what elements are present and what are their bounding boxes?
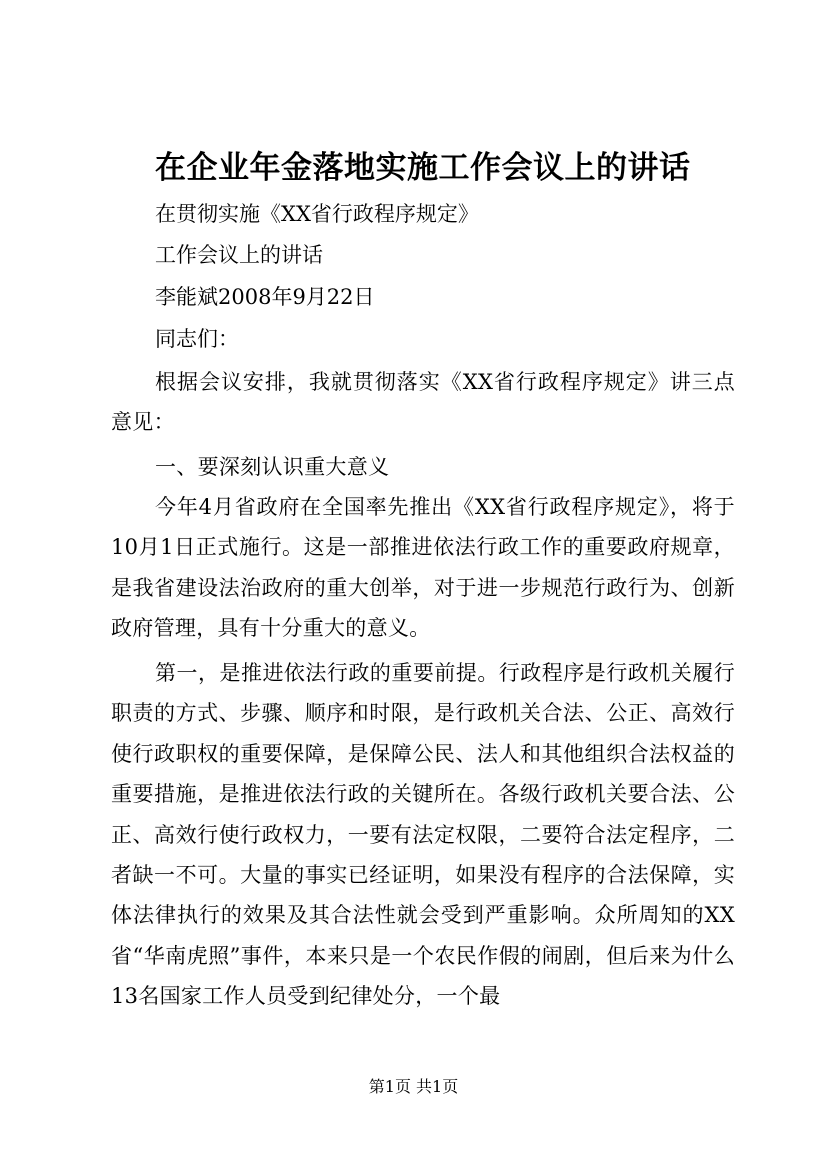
paragraph-intro: 根据会议安排，我就贯彻落实《XX省行政程序规定》讲三点意见： [111, 370, 735, 435]
subtitle-line-2: 工作会议上的讲话 [155, 243, 323, 267]
document-title: 在企业年金落地实施工作会议上的讲话 [155, 150, 691, 186]
author-date: 李能斌2008年9月22日 [155, 285, 375, 309]
section-heading-1: 一、要深刻认识重大意义 [155, 455, 390, 479]
page-footer: 第1页 共1页 [368, 1077, 459, 1096]
paragraph-background: 今年4月省政府在全国率先推出《XX省行政程序规定》，将于10月1日正式施行。这是一部推进依法行政工作的重要政府规章，是我省建设法治政府的重大创举，对于进一步规范行政行为、创新政府管理，具有十分重大的意义。 [111, 495, 735, 641]
subtitle-line-1: 在贯彻实施《XX省行政程序规定》 [155, 202, 479, 226]
paragraph-first-point: 第一，是推进依法行政的重要前提。行政程序是行政机关履行职责的方式、步骤、顺序和时限，是行政机关合法、公正、高效行使行政职权的重要保障，是保障公民、法人和其他组织合法权益的重要措施，是推进依法行政的关键所在。各级行政机关要合法、公正、高效行使行政权力，一要有法定权限，二要符合法定程序，二者缺一不可。大量的事实已经证明，如果没有程序的合法保障，实体法律执行的效果及其合法性就会受到严重影响。众所周知的XX省“华南虎照”事件，本来只是一个农民作假的闹剧，但后来为什么13名国家工作人员受到纪律处分，一个最 [111, 661, 735, 1009]
salutation: 同志们： [155, 327, 239, 351]
